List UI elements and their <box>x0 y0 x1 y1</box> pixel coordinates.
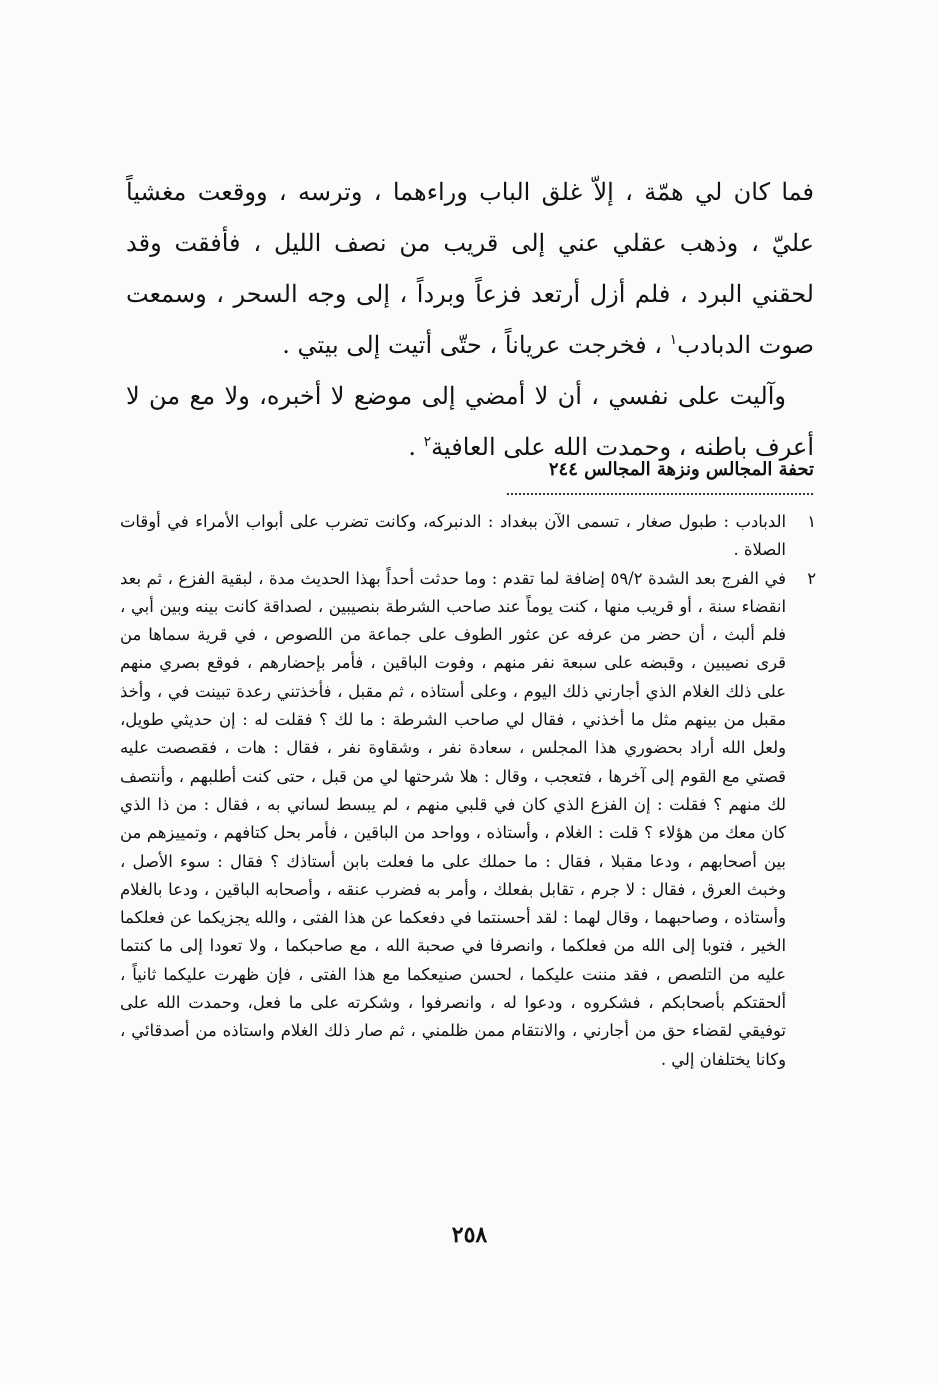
main-text <box>126 167 814 473</box>
paragraph-text: فما كان لي همّة ، إلاّ غلق الباب وراءهما ، وترسه ، ووقعت مغشياً عليّ ، وذهب عقلي عني إلى قريب من نصف الليل ، فأفقت وقد لحقني البرد ، فلم أزل أرتعد فزعاً وبرداً ، إلى وجه السحر ، وسمعت صوت الدبادب <box>126 178 814 359</box>
footnote-divider <box>507 493 813 495</box>
footnote-mark: ٢ <box>423 434 432 450</box>
footnote-number: ٢ <box>807 568 816 588</box>
paragraph <box>126 167 814 371</box>
paragraph-text: . <box>408 433 424 461</box>
page-number: ٢٥٨ <box>451 1222 488 1248</box>
paragraph-text: وآليت على نفسي ، أن لا أمضي إلى موضع لا أخبره، ولا مع من لا أعرف باطنه ، وحمدت الله على العافية <box>126 382 814 461</box>
footnote <box>120 565 816 1074</box>
footnote-text: الدبادب : طبول صغار ، تسمى الآن ببغداد : الدنبركه، وكانت تضرب على أبواب الأمراء في أوقات الصلاة . <box>120 512 786 560</box>
paragraph-text: ، فخرجت عرياناً ، حتّى أتيت إلى بيتي . <box>282 331 670 359</box>
footnote-text: في الفرج بعد الشدة ٥٩/٢ إضافة لما تقدم : وما حدثت أحداً بهذا الحديث مدة ، لبقية الفزع ، ثم بعد انقضاء سنة ، أو قريب منها ، كنت يوماً عند صاحب الشرطة بنصيبين ، لصداقة كانت بينه وبين أبي ، فلم ألبث ، أن حضر من عرفه عن عثور الطوف على جماعة من اللصوص ، في قرية سماها من قرى نصيبين ، وقبضه على سبعة نفر منهم ، وفوت الباقين ، فأمر بإحضارهم ، فوقع بصري منهم على ذلك الغلام الذي أجارني ذلك اليوم ، وعلى أستاذه ، ثم مقبل ، فأخذتني رعدة تبينت في ، وأخذ مقبل من بينهم مثل ما أخذني ، فقال لي صاحب الشرطة : ما لك ؟ فقلت له : إن حديثي طويل، ولعل الله أراد بحضوري هذا المجلس ، سعادة نفر ، وشقاوة نفر ، فقال : هات ، فقصصت عليه قصتي مع القوم إلى آخرها ، فتعجب ، وقال : هلا شرحتها لي من قبل ، حتى كنت أطلبهم ، وأنتصف لك منهم ؟ فقلت : إن الفزع الذي كان في قلبي منهم ، لم يبسط لساني به ، فقال : من ذا الذي كان معك من هؤلاء ؟ قلت : الغلام ، وأستاذه ، وواحد من الباقين ، فأمر بحل كتافهم ، وتمييزهم من بين أصحابهم ، ودعا مقبلا ، فقال : ما حملك على ما فعلت بابن أستاذك ؟ فقال : سوء الأصل ، وخبث العرق ، فقال : لا جرم ، تقابل بفعلك ، وأمر به فضرب عنقه ، وأصحابه الباقين ، ودعا بالغلام وأستاذه ، وصاحبهما ، وقال لهما : لقد أحسنتما في دفعكما عن هذا الفتى ، والله يجزيكما عن فعلكما الخير ، فتوبا إلى الله من فعلكما ، وانصرفا في صحبة الله ، مع صاحبكما ، ولا تعودا إلى ما كنتما عليه من التلصص ، فقد مننت عليكما ، لحسن صنيعكما مع هذا الفتى ، فإن ظهرت عليكما ثانياً ، ألحقتكم بأصحابكم ، فشكروه ، ودعوا له ، وانصرفوا ، وشكرته على ما فعل، وحمدت الله على توفيقي لقضاء حق من أجارني ، والانتقام ممن ظلمني ، ثم صار ذلك الغلام واستاذه من أصدقائي ، وكانا يختلفان إلي . <box>120 568 786 1069</box>
footnote-number: ١ <box>807 512 816 531</box>
footnotes <box>120 508 816 1074</box>
book-title: تحفة المجالس ونزهة المجالس ٢٤٤ <box>548 459 814 480</box>
footnote-mark: ١ <box>669 332 678 348</box>
footnote <box>120 508 816 565</box>
